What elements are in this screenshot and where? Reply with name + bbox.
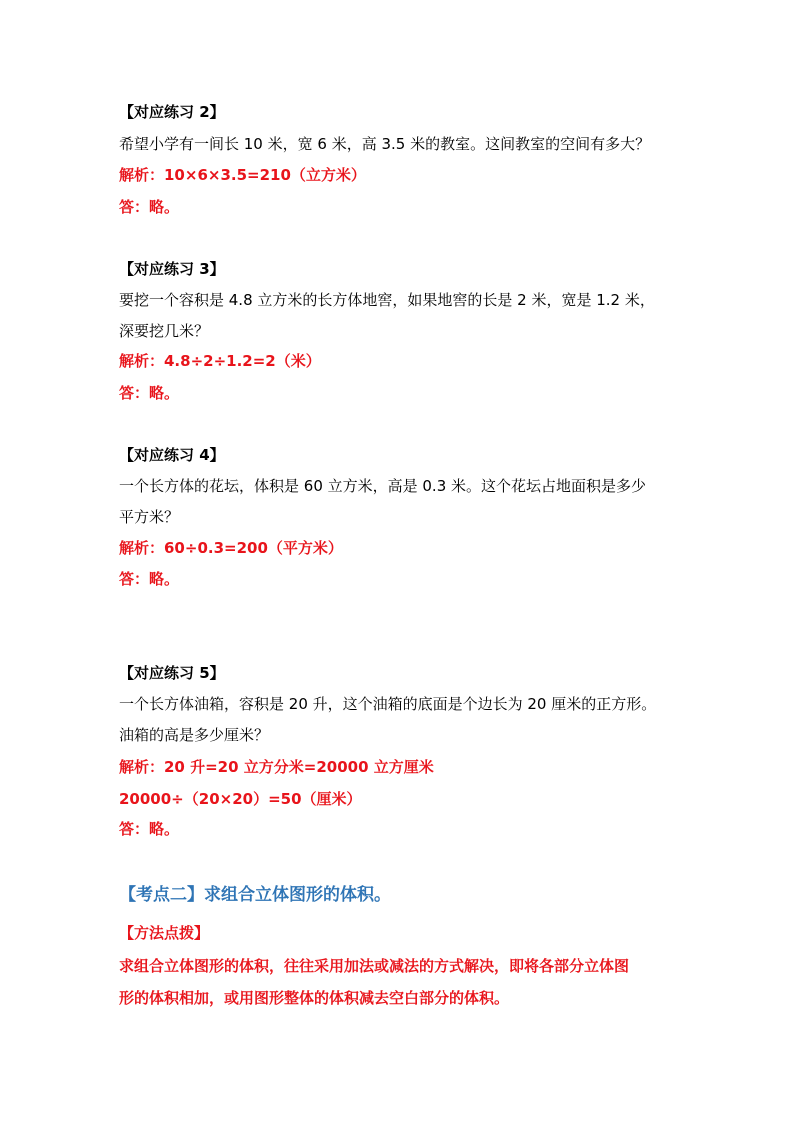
exercise-5-answer: 答：略。: [119, 820, 180, 838]
exercise-5-question-line2: 油箱的高是多少厘米？: [119, 726, 270, 744]
exercise-4-title: 【对应练习 4】: [119, 446, 225, 464]
exercise-3-analysis: 解析：4.8÷2÷1.2=2（米）: [119, 352, 321, 370]
exercise-5-analysis-line1: 解析：20 升=20 立方分米=20000 立方厘米: [119, 758, 434, 776]
exercise-4-question-line2: 平方米？: [119, 508, 180, 526]
exercise-2-question: 希望小学有一间长 10 米，宽 6 米，高 3.5 米的教室。这间教室的空间有多大？: [119, 135, 651, 153]
exercise-5-analysis-line2: 20000÷（20×20）=50（厘米）: [119, 790, 362, 808]
exercise-2-title: 【对应练习 2】: [119, 103, 225, 121]
method-title: 【方法点拨】: [119, 924, 210, 942]
exercise-2-analysis: 解析：10×6×3.5=210（立方米）: [119, 166, 366, 184]
exercise-5-question-line1: 一个长方体油箱，容积是 20 升，这个油箱的底面是个边长为 20 厘米的正方形。: [119, 695, 657, 713]
exercise-4-analysis: 解析：60÷0.3=200（平方米）: [119, 539, 343, 557]
exercise-3-title: 【对应练习 3】: [119, 260, 225, 278]
section-2-heading: 【考点二】求组合立体图形的体积。: [119, 885, 391, 905]
exercise-5-title: 【对应练习 5】: [119, 664, 225, 682]
exercise-2-answer: 答：略。: [119, 198, 180, 216]
exercise-3-question-line2: 深要挖几米？: [119, 322, 210, 340]
exercise-4-answer: 答：略。: [119, 570, 180, 588]
method-line1: 求组合立体图形的体积，往往采用加法或减法的方式解决，即将各部分立体图: [119, 957, 630, 975]
exercise-3-answer: 答：略。: [119, 384, 180, 402]
exercise-4-question-line1: 一个长方体的花坛，体积是 60 立方米，高是 0.3 米。这个花坛占地面积是多少: [119, 477, 647, 495]
exercise-3-question-line1: 要挖一个容积是 4.8 立方米的长方体地窖，如果地窖的长是 2 米，宽是 1.2 米，: [119, 291, 655, 309]
method-line2: 形的体积相加，或用图形整体的体积减去空白部分的体积。: [119, 989, 510, 1007]
